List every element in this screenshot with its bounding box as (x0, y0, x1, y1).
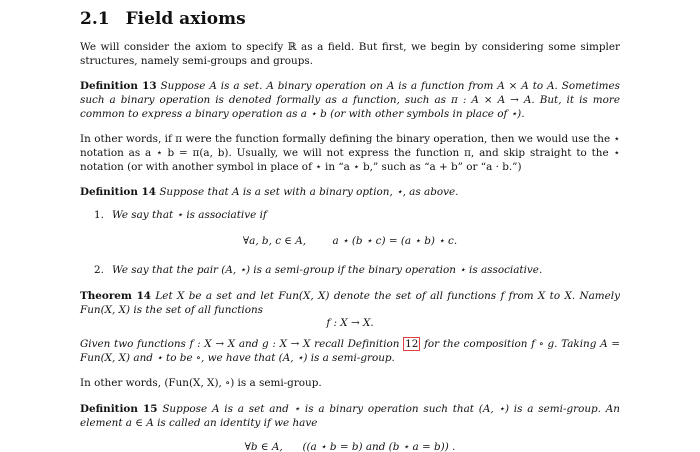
definition-15 (80, 402, 620, 430)
identity-formula: ∀b ∈ A, ((a ⋆ b = b) and (b ⋆ a = b)) . (244, 441, 456, 452)
list-item-associative (94, 208, 624, 222)
paragraph-semigroup-example: In other words, (Fun(X, X), ∘) is a semi-group. (80, 377, 322, 389)
definition-15-label: Definition 15 (80, 403, 158, 415)
list-item-number: 2. (94, 264, 104, 276)
definition-13-label: Definition 13 (80, 80, 157, 92)
definition-15-text: Suppose A is a set and ⋆ is a binary operation such that (A, ⋆) is a semi-group. An element a ∈ A is called an identity if we have (80, 403, 620, 429)
proof-text-start: Given two functions f : X → X and g : X → X recall Definition (80, 338, 400, 350)
list-item-text: We say that the pair (A, ⋆) is a semi-group if the binary operation ⋆ is associative. (112, 264, 543, 276)
proof-paragraph (80, 337, 620, 365)
list-item-text: We say that ⋆ is associative if (112, 209, 267, 221)
definition-12-link[interactable]: 12 (405, 338, 419, 350)
definition-13-text: Suppose A is a set. A binary operation on A is a function from A × A to A. Sometimes such a binary operation is denoted formally as a function, such as π : A × A → A. But, it is more common to express a binary operation as a ⋆ b (or with other symbols in place of ⋆). (80, 80, 620, 120)
list-item-number: 1. (94, 209, 104, 221)
theorem-14-text: Let X be a set and let Fun(X, X) denote the set of all functions f from X to X. Namely Fun(X, X) is the set of all functions (80, 290, 620, 316)
list-item-semigroup (94, 263, 624, 277)
section-number: 2.1 (80, 9, 110, 29)
paragraph-binary-notation: In other words, if π were the function formally defining the binary operation, then we would use the ⋆ notation as a ⋆ b = π(a, b). Usually, we will not express the function π, and skip straight to the ⋆ notation (or with another symbol in place of ⋆ in “a ⋆ b,” such as “a + b” or “a · b.”) (80, 133, 620, 173)
section-heading: Field axioms (125, 9, 246, 29)
definition-14-label: Definition 14 (80, 186, 156, 198)
theorem-14 (80, 289, 620, 317)
theorem-14-label: Theorem 14 (80, 290, 152, 302)
definition-14-text: Suppose that A is a set with a binary option, ⋆, as above. (159, 186, 459, 198)
intro-paragraph: We will consider the axiom to specify ℝ as a field. But first, we begin by considering some simpler structures, namely semi-groups and groups. (80, 41, 620, 67)
function-formula: f : X → X. (326, 317, 374, 329)
associativity-formula: ∀a, b, c ∈ A, a ⋆ (b ⋆ c) = (a ⋆ b) ⋆ c. (242, 235, 458, 247)
definition-13 (80, 79, 620, 121)
definition-14 (80, 185, 620, 199)
proof-text-end: for the composition f ∘ g. Taking A = Fun(X, X) and ⋆ to be ∘, we have that (A, ⋆) is a semi-group. (80, 338, 620, 364)
section-title (80, 8, 246, 30)
